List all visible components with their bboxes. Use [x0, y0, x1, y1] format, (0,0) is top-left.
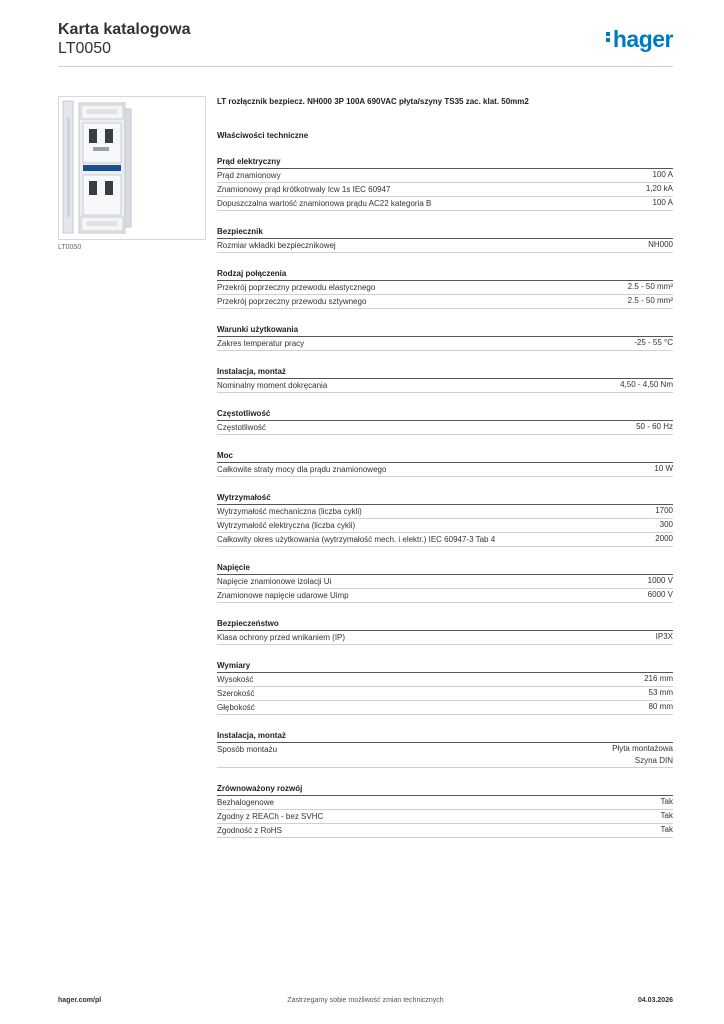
- footer-disclaimer: Zastrzegamy sobie możliwość zmian technicznych: [287, 997, 444, 1004]
- footer-website: hager.com/pl: [58, 997, 102, 1004]
- spec-label: Napięcie znamionowe izolacji Ui: [217, 577, 332, 586]
- spec-label: Sposób montażu: [217, 745, 278, 754]
- fuse-switch-disconnector-icon: [59, 97, 205, 239]
- spec-label: Przekrój poprzeczny przewodu sztywnego: [217, 297, 367, 306]
- spec-label: Dopuszczalna wartość znamionowa prądu AC22 kategoria B: [217, 199, 432, 208]
- spec-section: [217, 366, 673, 393]
- spec-value-line: 10 W: [654, 464, 673, 473]
- technical-properties-heading: Właściwości techniczne: [217, 131, 309, 140]
- spec-value: [648, 575, 673, 588]
- spec-row: [217, 701, 673, 715]
- spec-section: [217, 226, 673, 253]
- spec-section: [217, 324, 673, 351]
- footer-date: 04.03.2026: [637, 997, 673, 1004]
- spec-row: [217, 533, 673, 547]
- section-title: Warunki użytkowania: [217, 324, 673, 337]
- spec-value: [646, 183, 673, 196]
- spec-value: [636, 421, 673, 434]
- spec-label: Całkowity okres użytkowania (wytrzymałość mech. i elektr.) IEC 60947-3 Tab 4: [217, 535, 496, 544]
- spec-value-line: NH000: [648, 240, 673, 249]
- spec-value-line: 50 - 60 Hz: [636, 422, 673, 431]
- spec-value-line: 1,20 kA: [645, 184, 673, 193]
- header-divider: [58, 66, 673, 67]
- spec-label: Wytrzymałość elektryczna (liczba cykli): [217, 521, 356, 530]
- product-image: [58, 96, 206, 240]
- spec-section: [217, 156, 673, 211]
- spec-value-line: 100 A: [652, 170, 673, 179]
- spec-value-line: 1700: [655, 506, 673, 515]
- spec-section: [217, 492, 673, 547]
- spec-value-line: IP3X: [655, 632, 673, 641]
- spec-label: Nominalny moment dokręcania: [217, 381, 328, 390]
- spec-value: [661, 824, 673, 837]
- spec-section: [217, 450, 673, 477]
- section-title: Moc: [217, 450, 673, 463]
- section-title: Prąd elektryczny: [217, 156, 673, 169]
- section-title: Rodzaj połączenia: [217, 268, 673, 281]
- hager-logo: [606, 26, 673, 53]
- spec-value-line: Szyna DIN: [634, 756, 673, 765]
- spec-row: [217, 589, 673, 603]
- spec-row: [217, 183, 673, 197]
- spec-value-line: Płyta montażowa: [612, 744, 673, 753]
- spec-value: [655, 533, 673, 546]
- section-title: Wytrzymałość: [217, 492, 673, 505]
- spec-value: [660, 519, 673, 532]
- spec-row: [217, 421, 673, 435]
- spec-label: Częstotliwość: [217, 423, 266, 432]
- spec-row: [217, 239, 673, 253]
- spec-section: [217, 618, 673, 645]
- spec-value-line: 80 mm: [648, 702, 673, 711]
- section-title: Napięcie: [217, 562, 673, 575]
- spec-value-line: Tak: [660, 797, 673, 806]
- spec-row: [217, 379, 673, 393]
- spec-label: Wytrzymałość mechaniczna (liczba cykli): [217, 507, 362, 516]
- spec-value: [648, 589, 673, 602]
- spec-label: Przekrój poprzeczny przewodu elastycznego: [217, 283, 376, 292]
- spec-value: [656, 631, 673, 644]
- spec-section: [217, 783, 673, 838]
- spec-value-line: 53 mm: [648, 688, 673, 697]
- section-title: Instalacja, montaż: [217, 730, 673, 743]
- spec-value: [648, 239, 673, 252]
- spec-row: [217, 169, 673, 183]
- spec-row: [217, 281, 673, 295]
- spec-row: [217, 197, 673, 211]
- spec-value-line: 6000 V: [647, 590, 673, 599]
- spec-row: [217, 575, 673, 589]
- section-title: Wymiary: [217, 660, 673, 673]
- spec-value-line: 216 mm: [644, 674, 673, 683]
- spec-value: [655, 505, 673, 518]
- spec-value: [612, 743, 673, 767]
- image-caption: LT0050: [58, 244, 82, 251]
- spec-row: [217, 631, 673, 645]
- spec-label: Zgodny z REACh - bez SVHC: [217, 812, 324, 821]
- section-title: Bezpiecznik: [217, 226, 673, 239]
- spec-value: [649, 701, 673, 714]
- spec-value-line: 300: [659, 520, 673, 529]
- spec-row: [217, 463, 673, 477]
- spec-label: Bezhalogenowe: [217, 798, 274, 807]
- product-code: LT0050: [58, 40, 112, 57]
- logo-text: hager: [612, 26, 673, 52]
- spec-value: [661, 810, 673, 823]
- spec-section: [217, 660, 673, 715]
- spec-value: [653, 197, 673, 210]
- spec-row: [217, 687, 673, 701]
- spec-row: [217, 295, 673, 309]
- spec-section: [217, 408, 673, 435]
- spec-value: [644, 673, 673, 686]
- spec-label: Zgodność z RoHS: [217, 826, 282, 835]
- spec-row: [217, 673, 673, 687]
- spec-label: Prąd znamionowy: [217, 171, 281, 180]
- spec-label: Rozmiar wkładki bezpiecznikowej: [217, 241, 336, 250]
- logo-dots-icon: [606, 30, 611, 44]
- spec-label: Znamionowe napięcie udarowe Uimp: [217, 591, 349, 600]
- spec-label: Głębokość: [217, 703, 255, 712]
- spec-label: Wysokość: [217, 675, 254, 684]
- spec-value: [649, 687, 673, 700]
- spec-label: Szerokość: [217, 689, 255, 698]
- spec-label: Znamionowy prąd krótkotrwały Icw 1s IEC 60947: [217, 185, 391, 194]
- section-title: Częstotliwość: [217, 408, 673, 421]
- spec-row: [217, 743, 673, 768]
- spec-section: [217, 268, 673, 309]
- section-title: Instalacja, montaż: [217, 366, 673, 379]
- spec-row: [217, 810, 673, 824]
- spec-value: [634, 337, 673, 350]
- spec-label: Całkowite straty mocy dla prądu znamionowego: [217, 465, 387, 474]
- spec-value: [628, 281, 673, 294]
- spec-value-line: Tak: [660, 811, 673, 820]
- spec-value-line: 4,50 - 4,50 Nm: [620, 380, 673, 389]
- spec-value-line: Tak: [660, 825, 673, 834]
- spec-row: [217, 337, 673, 351]
- product-description: LT rozłącznik bezpiecz. NH000 3P 100A 690VAC płyta/szyny TS35 zac. klat. 50mm2: [217, 97, 529, 106]
- spec-value-line: 2.5 - 50 mm²: [627, 296, 673, 305]
- section-title: Zrównoważony rozwój: [217, 783, 673, 796]
- spec-value-line: 2.5 - 50 mm²: [627, 282, 673, 291]
- spec-sections: [217, 156, 673, 838]
- spec-label: Zakres temperatur pracy: [217, 339, 305, 348]
- spec-row: [217, 505, 673, 519]
- spec-value-line: 2000: [655, 534, 673, 543]
- spec-value-line: 1000 V: [647, 576, 673, 585]
- document-title: Karta katalogowa: [58, 21, 191, 38]
- spec-value: [620, 379, 673, 392]
- spec-row: [217, 519, 673, 533]
- spec-section: [217, 730, 673, 768]
- spec-value: [654, 463, 673, 476]
- spec-row: [217, 796, 673, 810]
- spec-value: [628, 295, 673, 308]
- spec-row: [217, 824, 673, 838]
- section-title: Bezpieczeństwo: [217, 618, 673, 631]
- page-header: [58, 20, 673, 58]
- spec-value: [653, 169, 673, 182]
- spec-content: [217, 96, 673, 838]
- spec-value-line: -25 - 55 °C: [634, 338, 673, 347]
- spec-value: [661, 796, 673, 809]
- spec-section: [217, 562, 673, 603]
- spec-label: Klasa ochrony przed wnikaniem (IP): [217, 633, 346, 642]
- spec-value-line: 100 A: [652, 198, 673, 207]
